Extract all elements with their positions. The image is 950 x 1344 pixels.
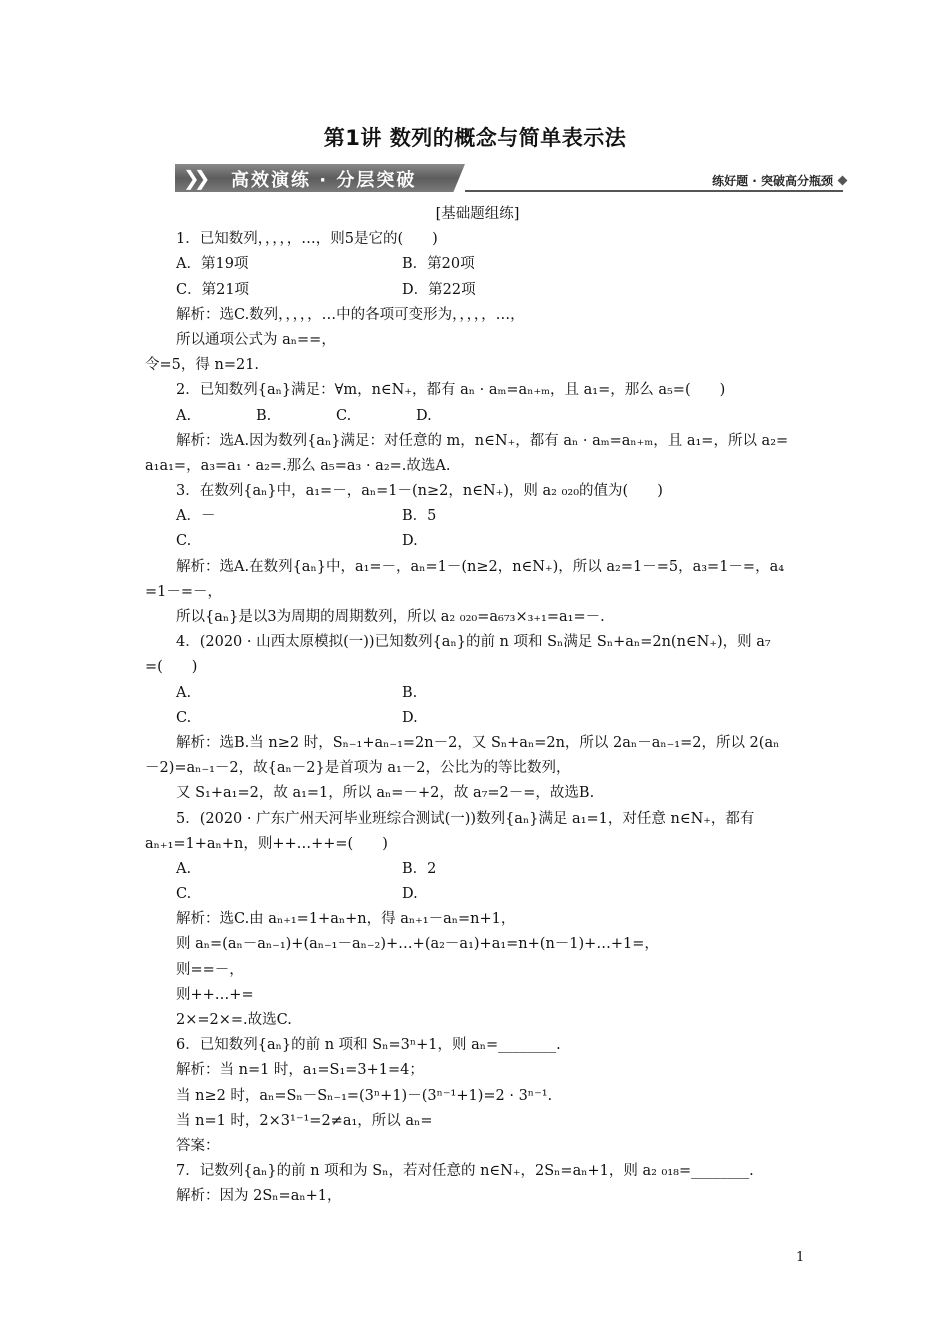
question-4-cont: =( )	[145, 659, 198, 676]
section-banner	[175, 162, 850, 194]
solution-line: 令=5，得 n=21.	[145, 357, 260, 374]
option-d: D.	[402, 533, 418, 550]
options-row	[145, 529, 810, 554]
option-d: D.	[402, 886, 418, 903]
option-a: A．第19项	[176, 256, 249, 273]
question-6: 6．已知数列{aₙ}的前 n 项和 Sₙ=3ⁿ+1，则 aₙ=________.	[176, 1037, 561, 1054]
solution-line: 解析：当 n=1 时，a₁=S₁=3+1=4；	[176, 1062, 424, 1079]
option-b: B．第20项	[402, 256, 475, 273]
option-b: B．2	[402, 860, 437, 877]
solution-line: 当 n≥2 时，aₙ=Sₙ－Sₙ₋₁=(3ⁿ+1)－(3ⁿ⁻¹+1)=2 · 3ⁿ⁻¹.	[176, 1087, 553, 1104]
option-c: C．第21项	[176, 281, 250, 298]
solution-line: 所以通项公式为 aₙ==，	[176, 331, 336, 348]
solution-line: 则 aₙ=(aₙ－aₙ₋₁)+(aₙ₋₁－aₙ₋₂)+…+(a₂－a₁)+a₁=n+(n－1)+…+1=，	[176, 936, 659, 953]
diamond-icon	[838, 176, 848, 186]
page-number: 1	[796, 1250, 805, 1265]
solution-line: －2)=aₙ₋₁－2，故{aₙ－2}是首项为 a₁－2，公比为的等比数列，	[145, 760, 571, 777]
solution-line: 所以{aₙ}是以3为周期的周期数列，所以 a₂ ₀₂₀=a₆₇₃×₃₊₁=a₁=－.	[176, 609, 605, 625]
option-c: C.	[176, 886, 192, 903]
option-a: A.	[176, 407, 192, 424]
solution-line: =1－=－，	[145, 583, 223, 600]
banner-slogan: 练好题 · 突破高分瓶颈	[712, 172, 846, 189]
section-heading: [基础题组练]	[435, 206, 520, 222]
page-title: 第1讲 数列的概念与简单表示法	[323, 126, 627, 150]
option-a: A.	[176, 684, 192, 701]
solution-line: 2×=2×=.故选C.	[176, 1012, 292, 1028]
option-b: B.	[402, 684, 418, 701]
option-b: B．5	[402, 508, 437, 525]
options-row	[145, 882, 810, 907]
banner-divider	[465, 190, 843, 192]
question-4: 4．(2020 · 山西太原模拟(一))已知数列{aₙ}的前 n 项和 Sₙ满足 Sₙ+aₙ=2n(n∈N₊)，则 a₇	[176, 634, 771, 651]
option-a: A.	[176, 860, 192, 877]
solution-line: 又 S₁+a₁=2，故 a₁=1，所以 aₙ=－+2，故 a₇=2－=，故选B.	[176, 785, 595, 802]
chevron-right-icon: ❯❯	[183, 166, 205, 190]
option-b: B.	[256, 407, 272, 424]
option-a: A．－	[176, 508, 216, 525]
option-c: C.	[176, 709, 192, 726]
solution-line: a₁a₁=，a₃=a₁ · a₂=.那么 a₅=a₃ · a₂=.故选A.	[145, 457, 451, 474]
option-c: C.	[336, 407, 352, 424]
solution-line: 解析：选A.在数列{aₙ}中，a₁=－，aₙ=1－(n≥2，n∈N₊)，所以 a₂=1－=5，a₃=1－=，a₄	[176, 558, 785, 575]
question-2: 2．已知数列{aₙ}满足：∀m，n∈N₊，都有 aₙ · aₘ=aₙ₊ₘ，且 a₁=，那么 a₅=( )	[176, 382, 726, 399]
option-c: C.	[176, 533, 192, 550]
options-row	[145, 857, 810, 882]
options-row	[145, 681, 810, 706]
options-row	[145, 404, 810, 429]
question-1: 1．已知数列，，，，，…，则5是它的( )	[176, 231, 438, 248]
options-row	[145, 504, 810, 529]
question-5-cont: aₙ₊₁=1+aₙ+n，则++…++=( )	[145, 835, 388, 852]
option-d: D.	[416, 407, 432, 424]
banner-text: 高效演练 · 分层突破	[231, 170, 417, 191]
options-row	[145, 252, 810, 277]
solution-line: 则++…+=	[176, 986, 254, 1003]
answer-line: 答案：	[176, 1137, 220, 1154]
solution-line: 解析：选A.因为数列{aₙ}满足：对任意的 m，n∈N₊，都有 aₙ · aₘ=aₙ₊ₘ，且 a₁=，所以 a₂=	[176, 432, 789, 449]
solution-line: 解析：因为 2Sₙ=aₙ+1，	[176, 1188, 342, 1205]
exercise-content	[145, 202, 810, 1210]
options-row	[145, 278, 810, 303]
question-3: 3．在数列{aₙ}中，a₁=－，aₙ=1－(n≥2，n∈N₊)，则 a₂ ₀₂₀的值为( )	[176, 483, 663, 500]
question-5: 5．(2020 · 广东广州天河毕业班综合测试(一))数列{aₙ}满足 a₁=1，对任意 n∈N₊，都有	[176, 810, 755, 827]
option-d: D.	[402, 709, 418, 726]
question-7: 7．记数列{aₙ}的前 n 项和为 Sₙ，若对任意的 n∈N₊，2Sₙ=aₙ+1，则 a₂ ₀₁₈=________.	[176, 1163, 754, 1180]
solution-line: 解析：选C.数列，，，，，…中的各项可变形为，，，，，…，	[176, 306, 525, 323]
solution-line: 则==－，	[176, 961, 244, 978]
solution-line: 解析：选C.由 aₙ₊₁=1+aₙ+n，得 aₙ₊₁－aₙ=n+1，	[176, 911, 516, 928]
solution-line: 解析：选B.当 n≥2 时，Sₙ₋₁+aₙ₋₁=2n－2，又 Sₙ+aₙ=2n，所以 2aₙ－aₙ₋₁=2，所以 2(aₙ	[176, 734, 780, 751]
solution-line: 当 n=1 时，2×3¹⁻¹=2≠a₁，所以 aₙ=	[176, 1112, 433, 1129]
option-d: D．第22项	[402, 281, 476, 298]
options-row	[145, 706, 810, 731]
